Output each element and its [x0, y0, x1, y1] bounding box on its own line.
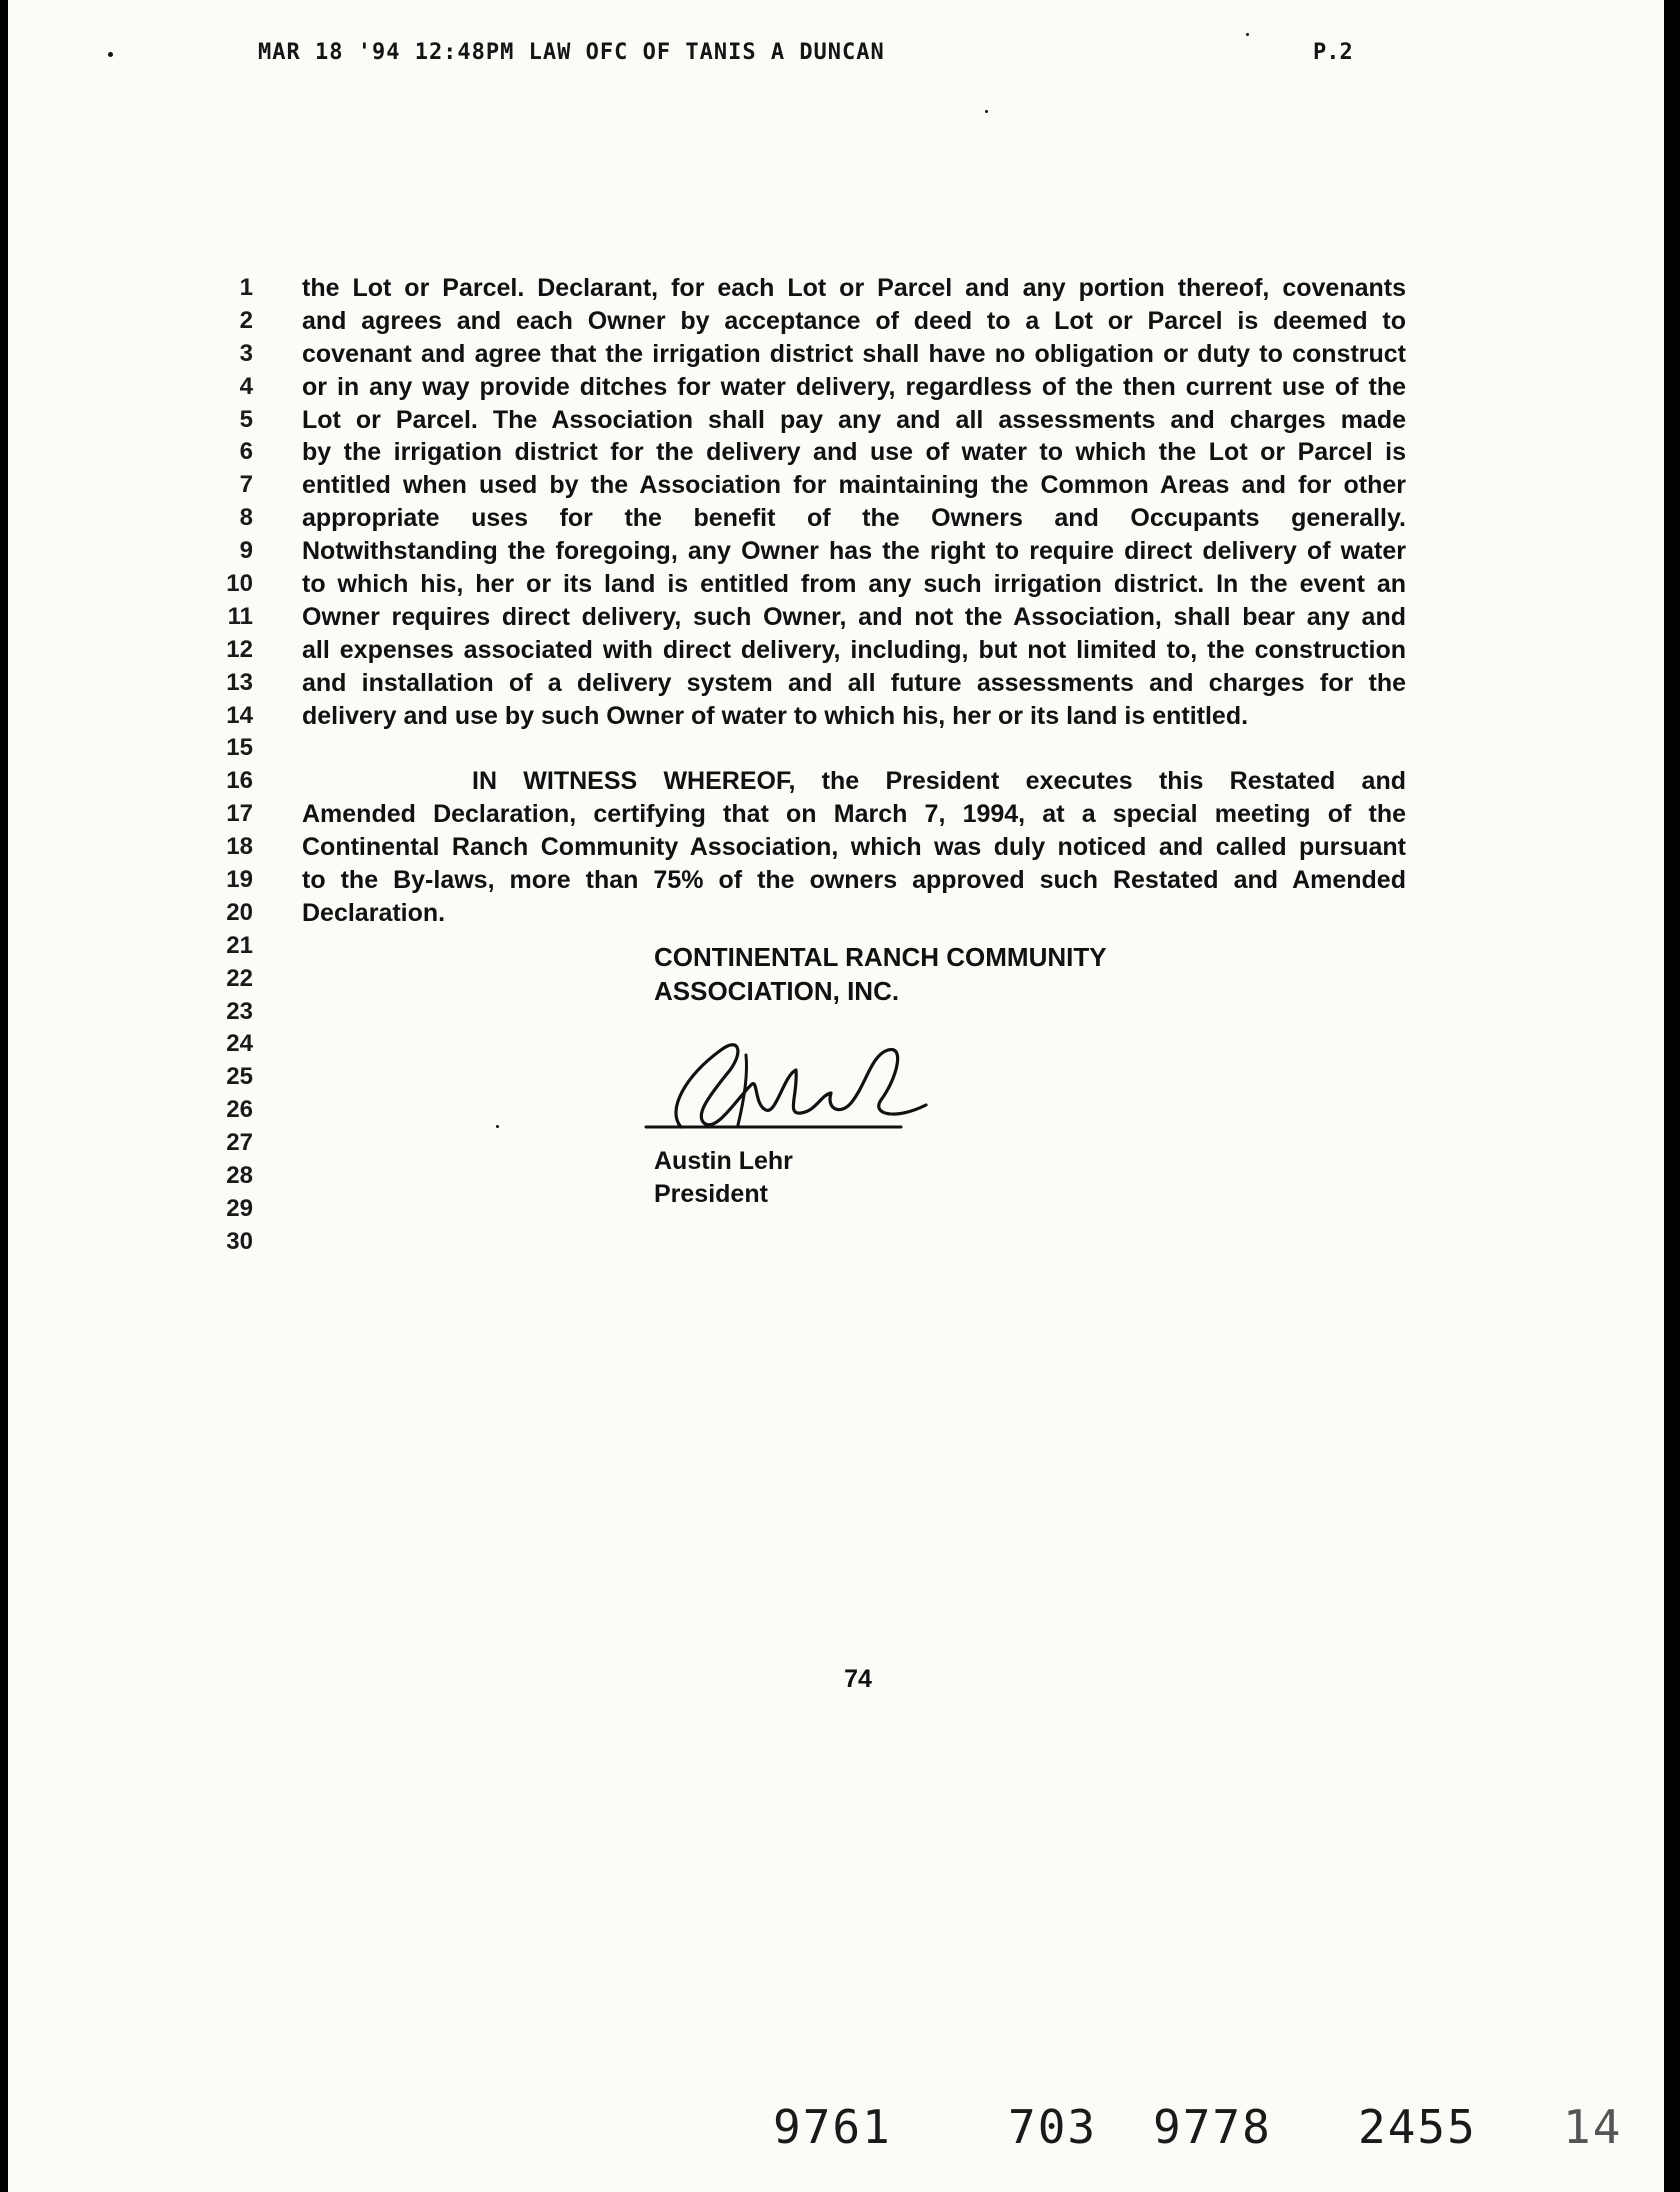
line-number: 30 — [226, 1227, 253, 1255]
association-name-line-1: CONTINENTAL RANCH COMMUNITY — [654, 942, 1107, 972]
text-line: or in any way provide ditches for water delivery, regardless of the then current use of the — [302, 372, 1406, 401]
text-line: by the irrigation district for the delivery and use of water to which the Lot or Parcel is — [302, 438, 1406, 467]
line-number: 10 — [226, 570, 253, 598]
line-number: 23 — [226, 997, 253, 1025]
line-number: 28 — [226, 1162, 253, 1190]
bates-stamp — [8, 2100, 1664, 2180]
text-line: Continental Ranch Community Association, which was duly noticed and called pursuant — [302, 833, 1406, 862]
line-number: 18 — [226, 833, 253, 861]
text-line: Lot or Parcel. The Association shall pay any and all assessments and charges made — [302, 405, 1406, 434]
line-number: 13 — [226, 668, 253, 696]
scan-speck — [496, 1125, 499, 1128]
line-number: 11 — [227, 602, 253, 630]
line-number: 14 — [226, 701, 253, 729]
line-number: 2 — [239, 306, 253, 334]
line-number: 9 — [239, 537, 253, 565]
text-line: delivery and use by such Owner of water to which his, her or its land is entitled. — [302, 701, 1249, 730]
text-line: IN WITNESS WHEREOF, the President executes this Restated and — [472, 767, 1406, 796]
handwritten-signature — [626, 1015, 986, 1155]
line-number: 26 — [226, 1096, 253, 1124]
association-name-line-2: ASSOCIATION, INC. — [654, 976, 900, 1006]
irrigation-paragraph — [302, 272, 1406, 732]
text-line: to which his, her or its land is entitled from any such irrigation district. In the event an — [302, 570, 1406, 599]
text-line: to the By-laws, more than 75% of the owners approved such Restated and Amended — [302, 866, 1406, 895]
line-number: 4 — [239, 372, 253, 400]
page-number: 74 — [844, 1665, 872, 1693]
bates-stamp-part: 2455 — [1358, 2100, 1477, 2154]
line-number: 24 — [226, 1030, 253, 1058]
line-number: 16 — [226, 767, 253, 795]
line-number: 15 — [226, 734, 253, 762]
line-number: 21 — [226, 931, 253, 959]
text-line: Amended Declaration, certifying that on March 7, 1994, at a special meeting of the — [302, 800, 1406, 829]
bates-stamp-part: 703 — [1008, 2100, 1098, 2154]
document-page — [8, 0, 1664, 2192]
line-number-column — [203, 272, 253, 1259]
line-number: 6 — [239, 438, 253, 466]
text-line: entitled when used by the Association for maintaining the Common Areas and for other — [302, 471, 1406, 500]
text-line: appropriate uses for the benefit of the Owners and Occupants generally. — [302, 504, 1406, 533]
signer-name: Austin Lehr — [654, 1147, 793, 1175]
bates-stamp-part: 14 — [1563, 2100, 1623, 2154]
text-line: covenant and agree that the irrigation district shall have no obligation or duty to construct — [302, 339, 1406, 368]
blank-line — [302, 732, 1406, 765]
scan-speck — [108, 52, 113, 57]
line-number: 5 — [239, 405, 253, 433]
line-number: 19 — [226, 866, 253, 894]
text-line: Notwithstanding the foregoing, any Owner has the right to require direct delivery of water — [302, 537, 1406, 566]
line-number: 22 — [226, 964, 253, 992]
line-number: 8 — [239, 504, 253, 532]
line-number: 20 — [226, 898, 253, 926]
bates-stamp-part: 9778 — [1153, 2100, 1272, 2154]
text-line: and agrees and each Owner by acceptance of deed to a Lot or Parcel is deemed to — [302, 306, 1406, 335]
scan-speck — [1246, 33, 1249, 36]
line-number: 7 — [239, 471, 253, 499]
text-line: and installation of a delivery system and all future assessments and charges for the — [302, 668, 1406, 697]
line-number: 27 — [226, 1129, 253, 1157]
signer-block — [654, 1145, 793, 1211]
text-line: Declaration. — [302, 898, 446, 927]
bates-stamp-part: 9761 — [773, 2100, 892, 2154]
fax-header-line: MAR 18 '94 12:48PM LAW OFC OF TANIS A DUNCAN — [258, 40, 885, 65]
text-line: all expenses associated with direct delivery, including, but not limited to, the construction — [302, 635, 1406, 664]
line-number: 25 — [226, 1063, 253, 1091]
line-number: 3 — [239, 339, 253, 367]
association-name-block — [654, 940, 1107, 1008]
line-number: 29 — [226, 1194, 253, 1222]
declaration-body — [302, 272, 1406, 930]
scan-speck — [985, 110, 988, 113]
line-number: 17 — [226, 800, 253, 828]
witness-paragraph — [302, 765, 1406, 929]
signer-title: President — [654, 1180, 768, 1208]
fax-page-number: P.2 — [1313, 40, 1353, 65]
line-number: 1 — [239, 274, 253, 301]
text-line: the Lot or Parcel. Declarant, for each Lot or Parcel and any portion thereof, covenants — [302, 274, 1406, 302]
text-line: Owner requires direct delivery, such Owner, and not the Association, shall bear any and — [302, 602, 1406, 631]
line-number: 12 — [226, 635, 253, 663]
